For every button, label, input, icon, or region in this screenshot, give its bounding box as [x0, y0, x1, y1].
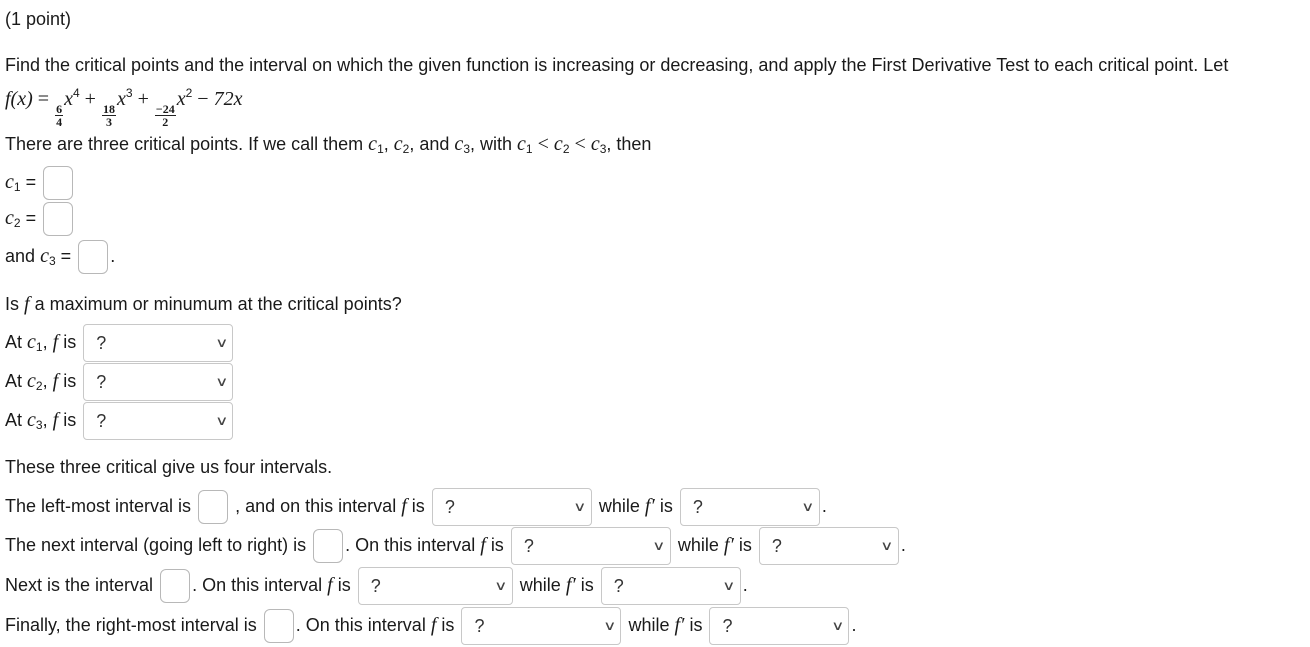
interval3-fprime-select[interactable]: ? ∨	[601, 567, 741, 605]
chevron-down-icon: ∨	[880, 538, 894, 553]
critical-intro: There are three critical points. If we call them $c_1$, $c_2$, and $c_3$, with $c_1 < c_2 < c_3$, then	[5, 133, 652, 156]
interval-row-3: Next is the interval . On this interval f is ? ∨ while f′ is ? ∨ .	[5, 567, 748, 605]
maxmin-row-c1: At $c_1$, f is ? ∨	[5, 324, 235, 362]
chevron-down-icon: ∨	[831, 618, 845, 633]
term3-fraction: $\frac{-24}{2}$	[155, 102, 175, 129]
interval2-f-select[interactable]: ? ∨	[511, 527, 671, 565]
interval1-fprime-select[interactable]: ? ∨	[680, 488, 820, 526]
chevron-down-icon: ∨	[214, 413, 229, 428]
chevron-down-icon: ∨	[214, 374, 229, 389]
c3-input[interactable]	[78, 240, 108, 274]
term1-fraction: $\frac{6}{4}$	[56, 102, 63, 129]
interval3-f-select[interactable]: ? ∨	[358, 567, 513, 605]
intervals-intro: These three critical give us four intervals.	[5, 457, 333, 477]
c1-maxmin-select[interactable]: ? ∨	[83, 324, 233, 362]
interval2-fprime-select[interactable]: ? ∨	[759, 527, 899, 565]
chevron-down-icon: ∨	[652, 538, 666, 553]
c1-row: $c_1$ =	[5, 166, 75, 200]
interval3-input[interactable]	[160, 569, 190, 603]
c2-row: $c_2$ =	[5, 202, 75, 236]
chevron-down-icon: ∨	[214, 335, 229, 350]
maxmin-row-c3: At $c_3$, f is ? ∨	[5, 402, 235, 440]
interval4-fprime-select[interactable]: ? ∨	[709, 607, 849, 645]
function-definition: f(x) = $\frac{6}{4}$ $x^4$ + $\frac{18}{3}$ $x^3$ + $\frac{-24}{2}$ $x^2 - 72x$	[5, 86, 243, 129]
c3-maxmin-select[interactable]: ? ∨	[83, 402, 233, 440]
chevron-down-icon: ∨	[494, 578, 508, 593]
interval-row-1: The left-most interval is , and on this interval f is ? ∨ while f′ is ? ∨ .	[5, 488, 827, 526]
term2-fraction: $\frac{18}{3}$	[102, 102, 115, 129]
function-lhs: f(x)	[5, 88, 33, 110]
interval4-f-select[interactable]: ? ∨	[461, 607, 621, 645]
interval-row-4: Finally, the right-most interval is . On this interval f is ? ∨ while f′ is ? ∨ .	[5, 607, 856, 645]
interval-row-2: The next interval (going left to right) is . On this interval f is ? ∨ while f′ is ? ∨ .	[5, 527, 906, 565]
c3-row: and $c_3$ = .	[5, 240, 115, 274]
interval4-input[interactable]	[264, 609, 294, 643]
chevron-down-icon: ∨	[722, 578, 736, 593]
chevron-down-icon: ∨	[603, 618, 617, 633]
c2-input[interactable]	[43, 202, 73, 236]
maxmin-question: Is f a maximum or minumum at the critical points?	[5, 293, 402, 315]
maxmin-row-c2: At $c_2$, f is ? ∨	[5, 363, 235, 401]
interval1-f-select[interactable]: ? ∨	[432, 488, 592, 526]
interval1-input[interactable]	[198, 490, 228, 524]
interval2-input[interactable]	[313, 529, 343, 563]
term4: 72x	[213, 88, 243, 110]
chevron-down-icon: ∨	[801, 499, 815, 514]
function-eq: =	[37, 88, 50, 110]
points-label: (1 point)	[5, 9, 72, 29]
problem-instructions: Find the critical points and the interval on which the given function is increasing or decreasing, and apply the First Derivative Test to each critical point. Let	[5, 55, 1229, 75]
c2-maxmin-select[interactable]: ? ∨	[83, 363, 233, 401]
c1-input[interactable]	[43, 166, 73, 200]
chevron-down-icon: ∨	[573, 499, 587, 514]
